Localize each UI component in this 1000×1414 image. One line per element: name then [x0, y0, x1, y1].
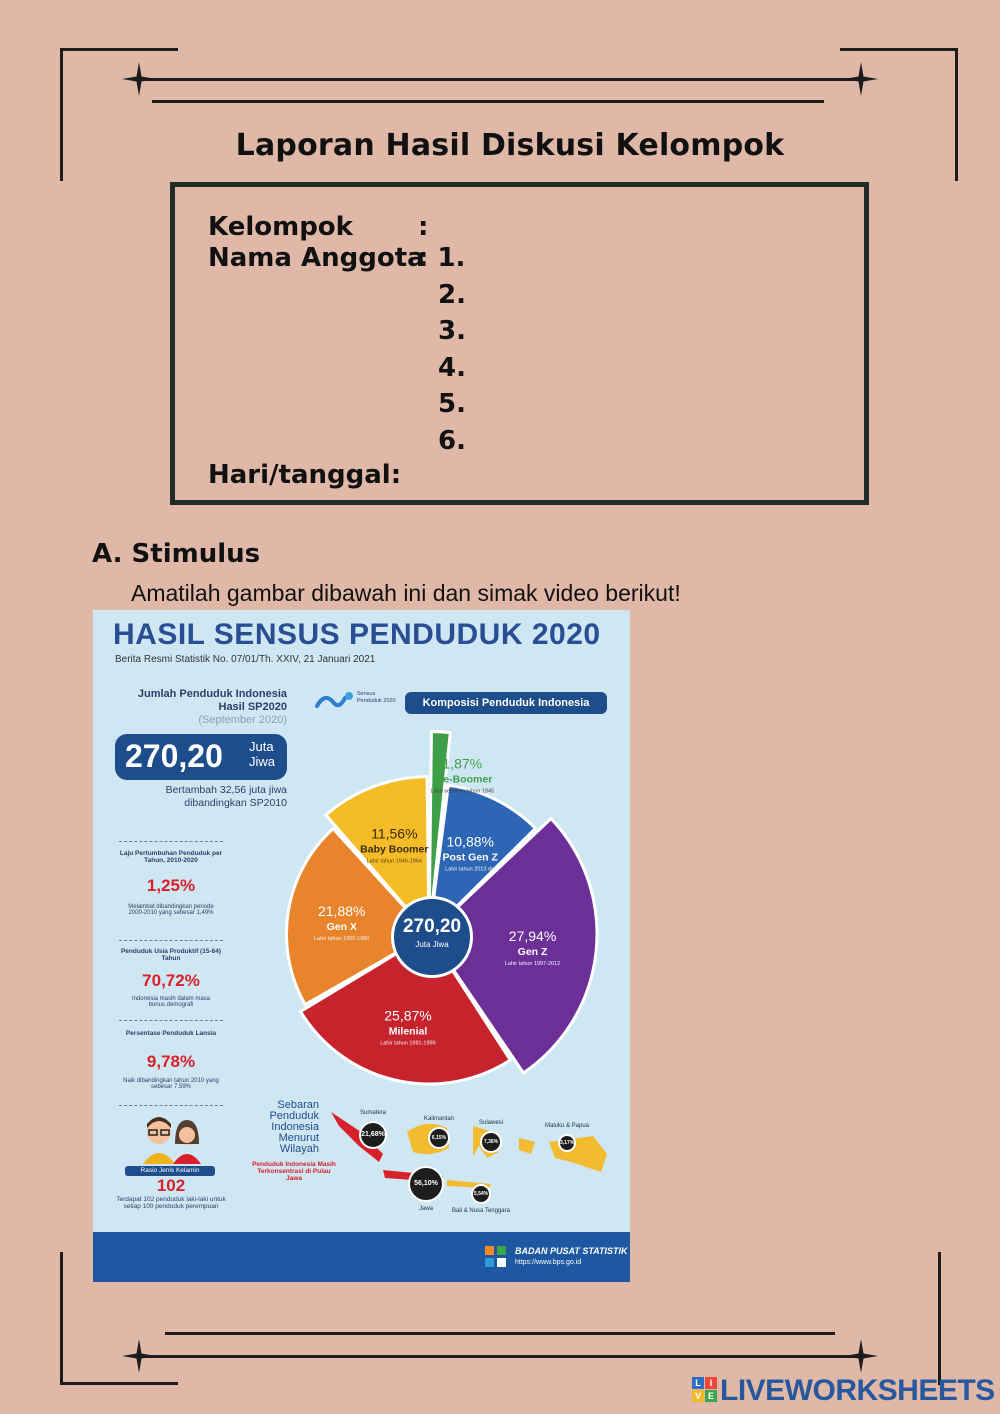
- bps-name: BADAN PUSAT STATISTIK: [515, 1246, 628, 1256]
- slice-name-label: Post Gen Z: [442, 851, 498, 864]
- region-bubble: 56,10%: [408, 1166, 444, 1202]
- frame-bottom-right-vertical: [938, 1252, 941, 1385]
- region-bubble: 6,15%: [428, 1127, 450, 1149]
- region-name: Sulawesi: [478, 1120, 503, 1126]
- slice-desc-label: Lahir tahun 2013 dst: [445, 866, 496, 873]
- stat-label: Persentase Penduduk Lansia: [125, 1030, 217, 1037]
- sparkle-icon: [844, 1339, 878, 1373]
- bps-logo-icon: [483, 1244, 509, 1270]
- sparkle-icon: [122, 1339, 156, 1373]
- region-name: Bali & Nusa Tenggara: [452, 1208, 510, 1214]
- slice-desc-label: Lahir tahun 1965-1980: [314, 936, 370, 943]
- rasio-label: Rasio Jenis Kelamin: [125, 1166, 215, 1176]
- rasio-note: Terdapat 102 penduduk laki-laki untuk setiap 100 penduduk perempuan: [116, 1196, 226, 1210]
- frame-top-right-horizontal: [840, 48, 958, 51]
- logo-letter: L: [692, 1377, 704, 1389]
- region-name: Kalimantan: [423, 1116, 455, 1122]
- jumlah-title: Jumlah Penduduk Indonesia: [137, 688, 287, 700]
- census-infographic: [93, 610, 630, 1282]
- sparkle-icon: [844, 62, 878, 96]
- sparkle-icon: [122, 62, 156, 96]
- bertambah-text-2: dibandingkan SP2010: [184, 797, 287, 809]
- total-unit-2: Jiwa: [249, 754, 276, 769]
- date-label: Hari/tanggal:: [208, 460, 402, 490]
- jumlah-period: (September 2020): [198, 714, 287, 726]
- instruction-text: Amatilah gambar dibawah ini dan simak video berikut!: [131, 580, 681, 606]
- slice-name-label: Pre-Boomer: [432, 773, 493, 786]
- slice-value-label: 27,94%: [508, 928, 557, 945]
- stat-note: Melambat dibandingkan periode 2000-2010 yang sebesar 1,49%: [128, 904, 214, 916]
- liveworksheets-logo-icon: [692, 1377, 718, 1403]
- stat-label: Penduduk Usia Produktif (15-64) Tahun: [120, 948, 222, 962]
- region-bubble: 5,54%: [471, 1184, 491, 1204]
- sebaran-note: Penduduk Indonesia Masih Terkonsentrasi di Pulau Jawa: [252, 1161, 336, 1182]
- stat-note: Indonesia masih dalam masa bonus demografi: [131, 996, 211, 1008]
- center-unit: Juta Jiwa: [415, 940, 449, 949]
- slice-value-label: 25,87%: [384, 1007, 432, 1024]
- jumlah-title-2: Hasil SP2020: [218, 701, 287, 713]
- slice-value-label: 11,56%: [371, 825, 418, 842]
- slice-name-label: Baby Boomer: [360, 843, 429, 856]
- komposisi-title: Komposisi Penduduk Indonesia: [405, 692, 607, 714]
- kelompok-label: Kelompok: [208, 212, 353, 242]
- frame-bottom-rule-1: [165, 1332, 835, 1335]
- section-title: A. Stimulus: [92, 539, 261, 569]
- anggota-label: Nama Anggota: [208, 243, 425, 273]
- slice-name-label: Milenial: [388, 1025, 428, 1038]
- region-bubble: 21,68%: [359, 1121, 387, 1149]
- slice-value-label: 21,88%: [317, 903, 366, 920]
- logo-letter: E: [705, 1390, 717, 1402]
- logo-letter: I: [705, 1377, 717, 1389]
- bertambah-text: Bertambah 32,56 juta jiwa: [165, 784, 287, 796]
- sebaran-title: Sebaran Penduduk Indonesia Menurut Wilayah: [269, 1099, 319, 1155]
- frame-top-rule-1: [140, 78, 860, 81]
- logo-letter: V: [692, 1390, 704, 1402]
- anggota-number: 5.: [438, 389, 466, 419]
- region-bubble: 7,36%: [480, 1131, 502, 1153]
- slice-desc-label: Lahir tahun 1946-1964: [366, 858, 422, 865]
- page-title: Laporan Hasil Diskusi Kelompok: [235, 128, 785, 163]
- region-bubble: 3,17%: [558, 1134, 576, 1152]
- anggota-number: 2.: [438, 280, 466, 310]
- liveworksheets-watermark[interactable]: LIVEWORKSHEETS: [720, 1374, 995, 1407]
- anggota-number: 6.: [438, 426, 466, 456]
- rasio-value: 102: [156, 1176, 186, 1195]
- total-value: 270,20: [125, 738, 223, 774]
- sensus-logo-text: Sensus Penduduk 2020: [357, 691, 396, 704]
- infographic-subtitle: Berita Resmi Statistik No. 07/01/Th. XXIV, 21 Januari 2021: [115, 654, 376, 665]
- region-name: Jawa: [418, 1206, 433, 1212]
- slice-desc-label: Lahir sebelum tahun 1945: [430, 788, 495, 795]
- frame-top-rule-2: [152, 100, 824, 103]
- frame-bottom-left-vertical: [60, 1252, 63, 1385]
- total-unit-1: Juta: [249, 739, 274, 754]
- slice-desc-label: Lahir tahun 1981-1996: [380, 1040, 436, 1047]
- region-name: Maluku & Papua: [544, 1123, 590, 1129]
- frame-bottom-left-horizontal: [60, 1382, 178, 1385]
- frame-bottom-rule-2: [140, 1355, 860, 1358]
- slice-desc-label: Lahir tahun 1997-2012: [504, 961, 561, 968]
- anggota-number-1: : 1.: [418, 243, 466, 273]
- infographic-title: HASIL SENSUS PENDUDUK 2020: [113, 618, 601, 651]
- stat-value: 70,72%: [142, 971, 200, 990]
- slice-name-label: Gen Z: [517, 946, 548, 959]
- bps-url[interactable]: https://www.bps.go.id: [515, 1259, 582, 1266]
- anggota-number: 4.: [438, 353, 466, 383]
- anggota-number: 3.: [438, 316, 466, 346]
- stat-note: Naik dibandingkan tahun 2010 yang sebesar 7,59%: [123, 1078, 219, 1090]
- stat-label: Laju Pertumbuhan Penduduk per Tahun, 2010-2020: [119, 850, 223, 864]
- kelompok-colon: :: [418, 212, 429, 242]
- infographic-footer: [93, 1232, 630, 1282]
- center-value: 270,20: [402, 916, 462, 937]
- slice-name-label: Gen X: [326, 921, 357, 934]
- slice-value-label: 10,88%: [446, 833, 494, 850]
- stat-value: 9,78%: [146, 1052, 196, 1071]
- frame-top-left-horizontal: [60, 48, 178, 51]
- slice-value-label: 1,87%: [442, 755, 483, 772]
- stat-value: 1,25%: [146, 876, 196, 895]
- region-name: Sumatera: [359, 1110, 386, 1116]
